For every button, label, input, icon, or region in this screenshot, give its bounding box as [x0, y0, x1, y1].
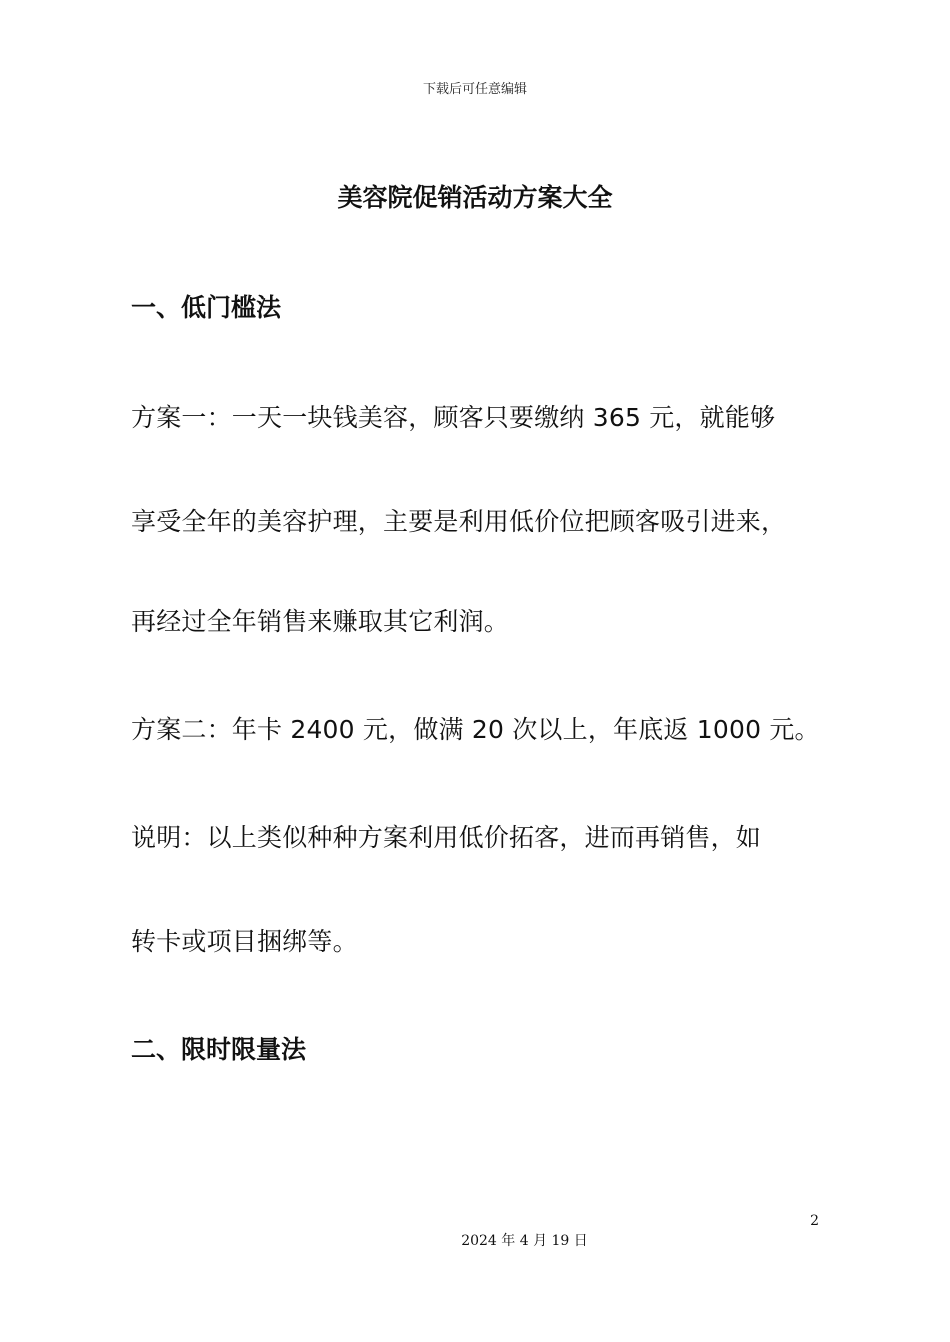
paragraph-line: 方案二：年卡 2400 元，做满 20 次以上，年底返 1000 元。 [131, 715, 820, 744]
page-number: 2 [810, 1213, 819, 1229]
section-heading-2: 二、限时限量法 [131, 1035, 307, 1064]
page-header: 下载后可任意编辑 [422, 82, 527, 97]
section-heading-1: 一、低门槛法 [131, 293, 282, 322]
paragraph-line: 方案一：一天一块钱美容，顾客只要缴纳 365 元，就能够 [131, 403, 776, 432]
paragraph-line: 享受全年的美容护理，主要是利用低价位把顾客吸引进来， [131, 507, 787, 536]
page-footer-date: 2024 年 4 月 19 日 [461, 1233, 588, 1249]
document-title: 美容院促销活动方案大全 [337, 183, 613, 212]
paragraph-line: 说明：以上类似种种方案利用低价拓客，进而再销售，如 [131, 823, 762, 852]
paragraph-line: 再经过全年销售来赚取其它利润。 [131, 607, 510, 636]
paragraph-line: 转卡或项目捆绑等。 [131, 927, 358, 956]
